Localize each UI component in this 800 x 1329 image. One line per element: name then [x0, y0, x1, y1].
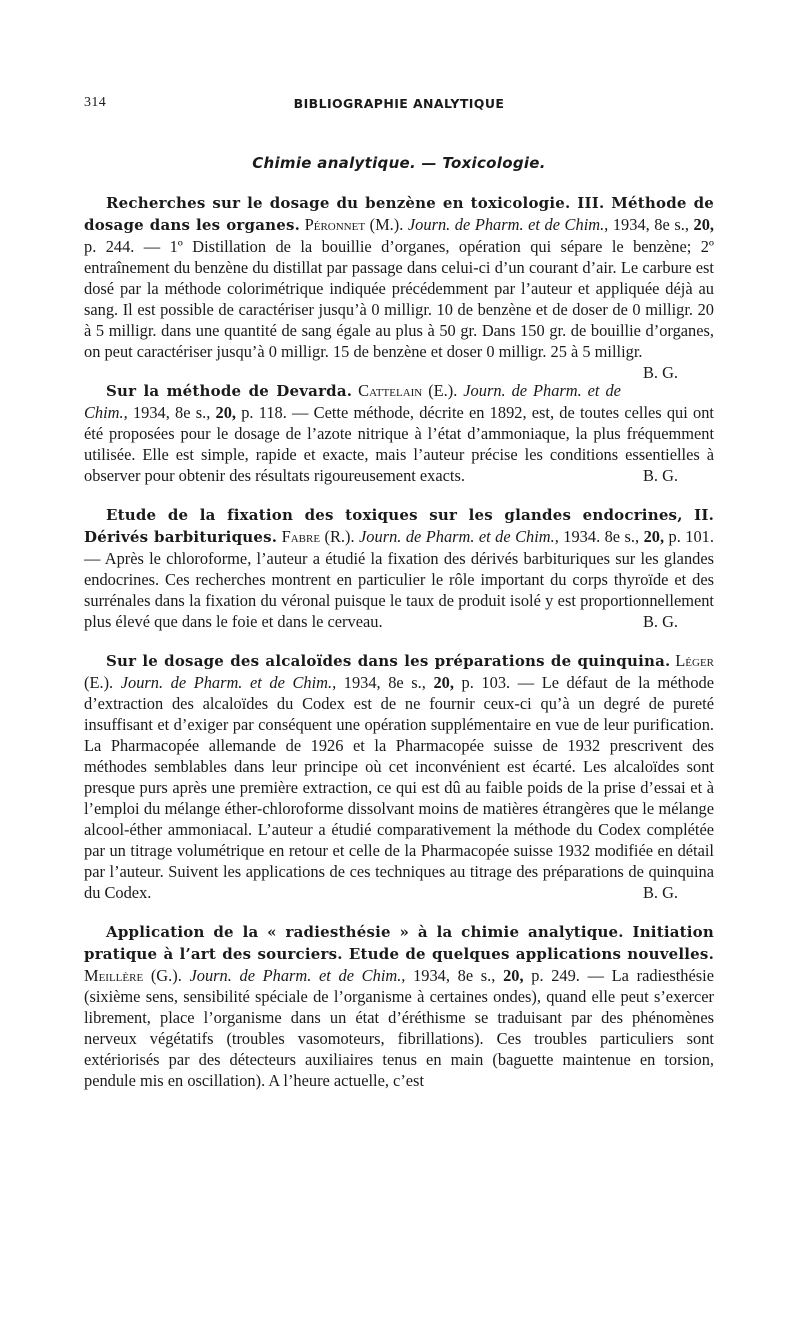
entry-title: Etude de la fixation des toxiques sur les glandes endocrines, II. Dérivés barbituriques. — [84, 506, 714, 546]
entry-title: Recherches sur le dosage du benzène en toxicologie. III. Méthode de dosage dans les organes. — [84, 194, 714, 234]
entry-series: 1934. 8e s., — [563, 527, 640, 546]
entry-series: 1934, 8e s., — [343, 673, 426, 692]
entry-body: Cette méthode, décrite en 1892, est, de toutes celles qui ont été proposées pour le dosage de l’azote nitrique à l’état d’ammoniaque, la plus fréquemment utilisée. Elle est simple, rapide et exacte, mais l’auteur précise les conditions essentielles à observer pour obtenir des résultats rigoureusement exacts. — [84, 403, 714, 485]
running-header — [84, 95, 714, 117]
entry-body: 1º Distillation de la bouillie d’organes, opération qui sépare le benzène; 2º entraînement du benzène du distillat par passage dans celui-ci d’un courant d’air. Le carbure est dosé par la méthode colorimétrique indiquée précédemment par l’auteur et appliquée déjà au sang. Il est possible de caractériser jusqu’à 0 milligr. 10 de benzène et de doser de 0 milligr. 20 à 5 milligr. dans une quantité de sang égale au plus à 50 gr. Dans 150 gr. de bouillie d’organes, on peut caractériser jusqu’à 0 milligr. 15 de benzène et doser 0 milligr. 25 à 5 milligr. — [84, 237, 714, 361]
entry-author: Meillère (G.). — [84, 966, 182, 985]
entry-series: 1934, 8e s., — [413, 966, 496, 985]
entry-title: Application de la « radiesthésie » à la chimie analytique. Initiation pratique à l’art des sourciers. Etude de quelques applications nouvelles. — [84, 923, 714, 963]
entry-author: Léger (E.). — [84, 651, 714, 692]
running-title: BIBLIOGRAPHIE ANALYTIQUE — [293, 96, 505, 111]
entry-series: 1934, 8e s., — [612, 215, 689, 234]
entry-endocrines — [84, 504, 714, 632]
entry-title: Sur la méthode de Devarda. — [106, 382, 353, 400]
entry-devarda — [84, 380, 714, 486]
entry-benzene — [84, 192, 714, 382]
entry-page: p. 103. — — [461, 673, 535, 692]
entry-quinquina — [84, 650, 714, 903]
entry-author: Fabre (R.). — [281, 527, 355, 546]
entry-series: 1934, 8e s., — [132, 403, 211, 422]
entry-body: Après le chloroforme, l’auteur a étudié la fixation des dérivés barbituriques sur les glandes endocrines. Ces recherches montrent en particulier le rôle important du corps thyroïde et des surrénales dans la fixation du véronal puisque le taux de produit isolé y est proportionnellement plus élevé que dans le foie et dans le cerveau. — [84, 549, 714, 631]
entry-radiesthesie — [84, 921, 714, 1091]
entry-page: p. 244. — — [84, 237, 161, 256]
entry-signature: B. G. — [642, 883, 678, 902]
entry-volume: 20, — [643, 527, 665, 546]
entry-body: La radiesthésie (sixième sens, sensibilité spéciale de l’organisme à certaines ondes), quand elle peut s’exercer librement, place l’organisme dans un état d’éréthisme se traduisant par des phénomènes nerveux végétatifs (troubles vasomoteurs, fibrillations). Ces troubles particuliers sont extériorisés par des détecteurs auxiliaires tenus en main (baguette maintenue en torsion, pendule mis en oscillation). A l’heure actuelle, c’est — [84, 966, 714, 1090]
entry-journal: Journ. de Pharm. et de Chim., — [120, 673, 337, 692]
entry-signature: B. G. — [642, 466, 678, 485]
entry-journal: Journ. de Pharm. et de Chim., — [359, 527, 559, 546]
section-title: Chimie analytique. — Toxicologie. — [252, 154, 546, 172]
entry-page: p. 249. — — [531, 966, 604, 985]
entry-volume: 20, — [215, 403, 237, 422]
entry-journal: Journ. de Pharm. et de Chim., — [84, 381, 621, 422]
entry-page: p. 101. — — [84, 527, 714, 568]
entry-title: Sur le dosage des alcaloïdes dans les préparations de quinquina. — [106, 652, 671, 670]
entry-volume: 20, — [433, 673, 454, 692]
entry-body: Le défaut de la méthode d’extraction des alcaloïdes du Codex est de ne fournir ceux-ci qu’à un degré de pureté insuffisant et d’exiger par conséquent une opération supplémentaire en vue de leur purification. La Pharmacopée allemande de 1926 et la Pharmacopée suisse de 1932 prescrivent des méthodes semblables dans leur principe où cet inconvénient est écarté. Les alcaloïdes sont presque purs après une première extraction, ce qui est dû au faible poids de la prise d’essai et à l’emploi du mélange éther-chloroforme dissolvant moins de matières étrangères que le mélange alcool-éther ammoniacal. L’auteur a étudié comparativement la méthode du Codex complétée par un titrage volumétrique en retour et celle de la Pharmacopée suisse 1932 modifiée en détail par l’auteur. Suivent les applications de ces techniques au titrage des préparations de quinquina du Codex. — [84, 673, 714, 902]
page-number: 314 — [84, 95, 107, 110]
entry-author: Cattelain (E.). — [358, 381, 458, 400]
entry-volume: 20, — [503, 966, 524, 985]
entry-signature: B. G. — [642, 363, 678, 382]
entry-signature: B. G. — [642, 612, 678, 631]
entry-volume: 20, — [693, 215, 714, 234]
entry-author: Péronnet (M.). — [304, 215, 404, 234]
entry-journal: Journ. de Pharm. et de Chim., — [189, 966, 406, 985]
entry-page: p. 118. — — [241, 403, 309, 422]
document-page — [84, 95, 714, 1107]
entry-journal: Journ. de Pharm. et de Chim., — [407, 215, 609, 234]
